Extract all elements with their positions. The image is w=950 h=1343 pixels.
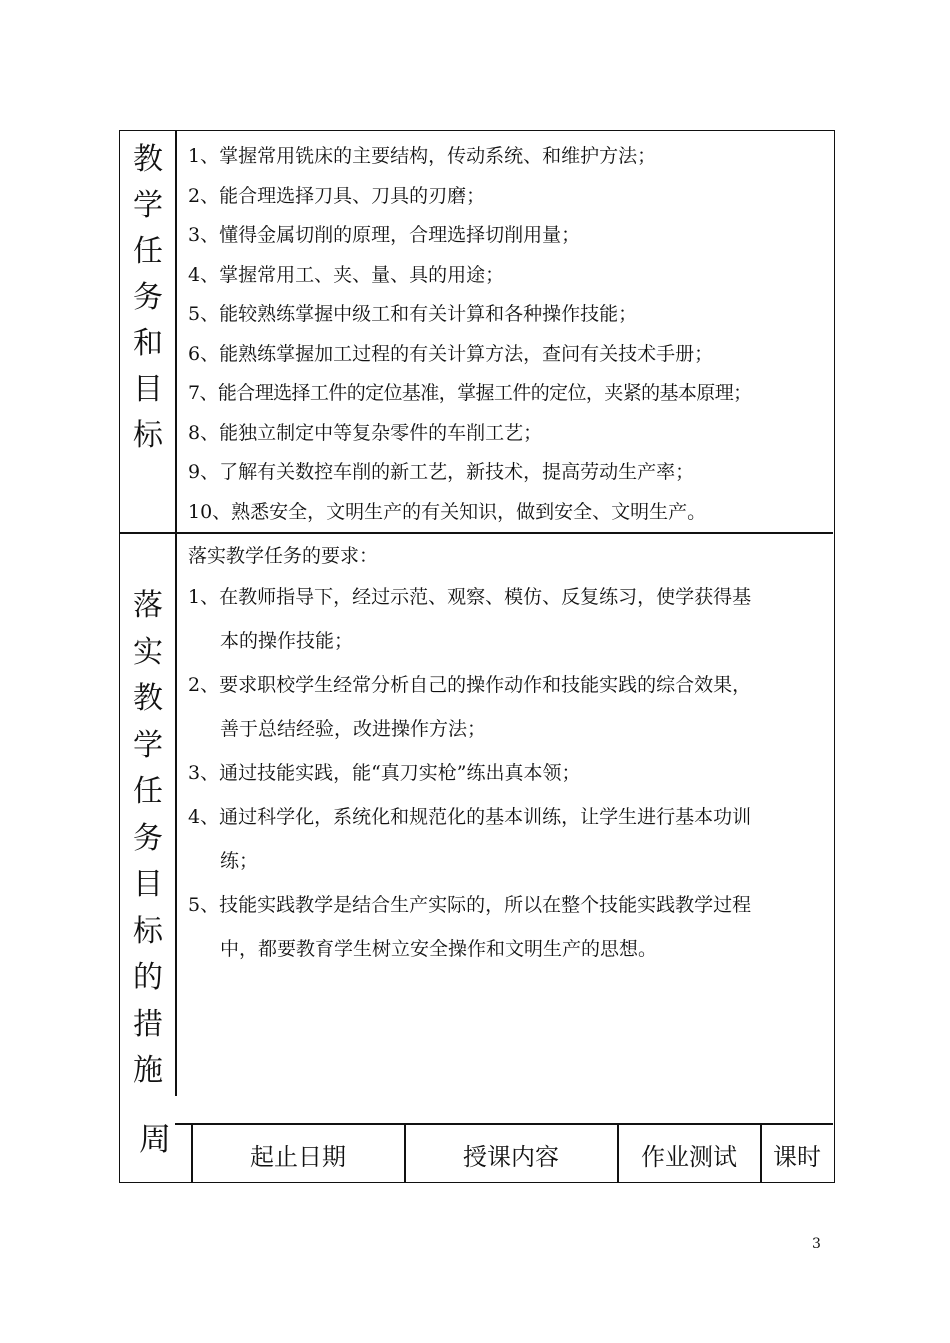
- list-item: 7、能合理选择工件的定位基准，掌握工件的定位，夹紧的基本原理；: [188, 382, 752, 404]
- list-item: 1、掌握常用铣床的主要结构，传动系统、和维护方法；: [188, 145, 657, 167]
- list-item: 善于总结经验，改进操作方法；: [220, 718, 487, 740]
- list-item: 本的操作技能；: [220, 630, 354, 652]
- label-char: 标: [133, 913, 163, 949]
- list-item: 6、能熟练掌握加工过程的有关计算方法，查问有关技术手册；: [188, 342, 714, 365]
- section2-intro: 落实教学任务的要求：: [188, 545, 379, 567]
- list-item: 2、能合理选择刀具、刀具的刃磨；: [188, 184, 486, 207]
- hours-header: 课时: [773, 1142, 821, 1171]
- page-number: 3: [812, 1236, 821, 1252]
- label-char: 任: [133, 234, 163, 269]
- content-header: 授课内容: [463, 1142, 559, 1171]
- list-item: 中，都要教育学生树立安全操作和文明生产的思想。: [220, 938, 658, 960]
- list-item: 2、要求职校学生经常分析自己的操作动作和技能实践的综合效果，: [188, 674, 752, 696]
- week-header: 周: [138, 1120, 171, 1158]
- label-char: 的: [133, 960, 163, 995]
- label-char: 标: [133, 418, 163, 453]
- section1-items: [188, 137, 828, 532]
- plan-table: [119, 130, 835, 1183]
- list-item: 3、懂得金属切削的原理，合理选择切削用量；: [188, 224, 581, 246]
- label-char: 务: [133, 280, 163, 315]
- list-item: 练；: [220, 850, 259, 872]
- list-item: 9、了解有关数控车削的新工艺，新技术，提高劳动生产率；: [188, 461, 695, 483]
- label-char: 落: [133, 588, 163, 623]
- label-char: 学: [133, 727, 163, 763]
- label-char: 教: [133, 681, 163, 716]
- list-item: 5、能较熟练掌握中级工和有关计算和各种操作技能；: [188, 303, 638, 325]
- list-item: 5、技能实践教学是结合生产实际的，所以在整个技能实践教学过程: [188, 894, 752, 916]
- section2-label: [120, 583, 176, 1095]
- label-char: 教: [133, 142, 163, 177]
- list-item: 8、能独立制定中等复杂零件的车削工艺；: [188, 421, 543, 444]
- label-char: 目: [133, 372, 163, 407]
- section1-label: [120, 137, 176, 459]
- label-char: 实: [133, 634, 163, 670]
- homework-test-header: 作业测试: [641, 1142, 737, 1171]
- label-char: 学: [133, 188, 163, 223]
- list-item: 10、熟悉安全，文明生产的有关知识，做到安全、文明生产。: [188, 500, 707, 523]
- date-range-header: 起止日期: [250, 1142, 346, 1171]
- list-item: 4、掌握常用工、夹、量、具的用途；: [188, 263, 505, 286]
- label-char: 目: [133, 867, 163, 902]
- label-char: 和: [133, 326, 163, 361]
- list-item: 3、通过技能实践，能“真刀实枪”练出真本领；: [188, 762, 581, 784]
- label-char: 施: [133, 1053, 163, 1088]
- section-divider-1: [120, 532, 833, 534]
- list-item: 4、通过科学化，系统化和规范化的基本训练，让学生进行基本功训: [188, 806, 752, 828]
- label-char: 措: [133, 1006, 163, 1042]
- list-item: 1、在教师指导下，经过示范、观察、模仿、反复练习，使学获得基: [188, 586, 752, 608]
- section2-text: [188, 537, 828, 971]
- label-char: 任: [133, 774, 163, 809]
- label-char: 务: [133, 820, 163, 856]
